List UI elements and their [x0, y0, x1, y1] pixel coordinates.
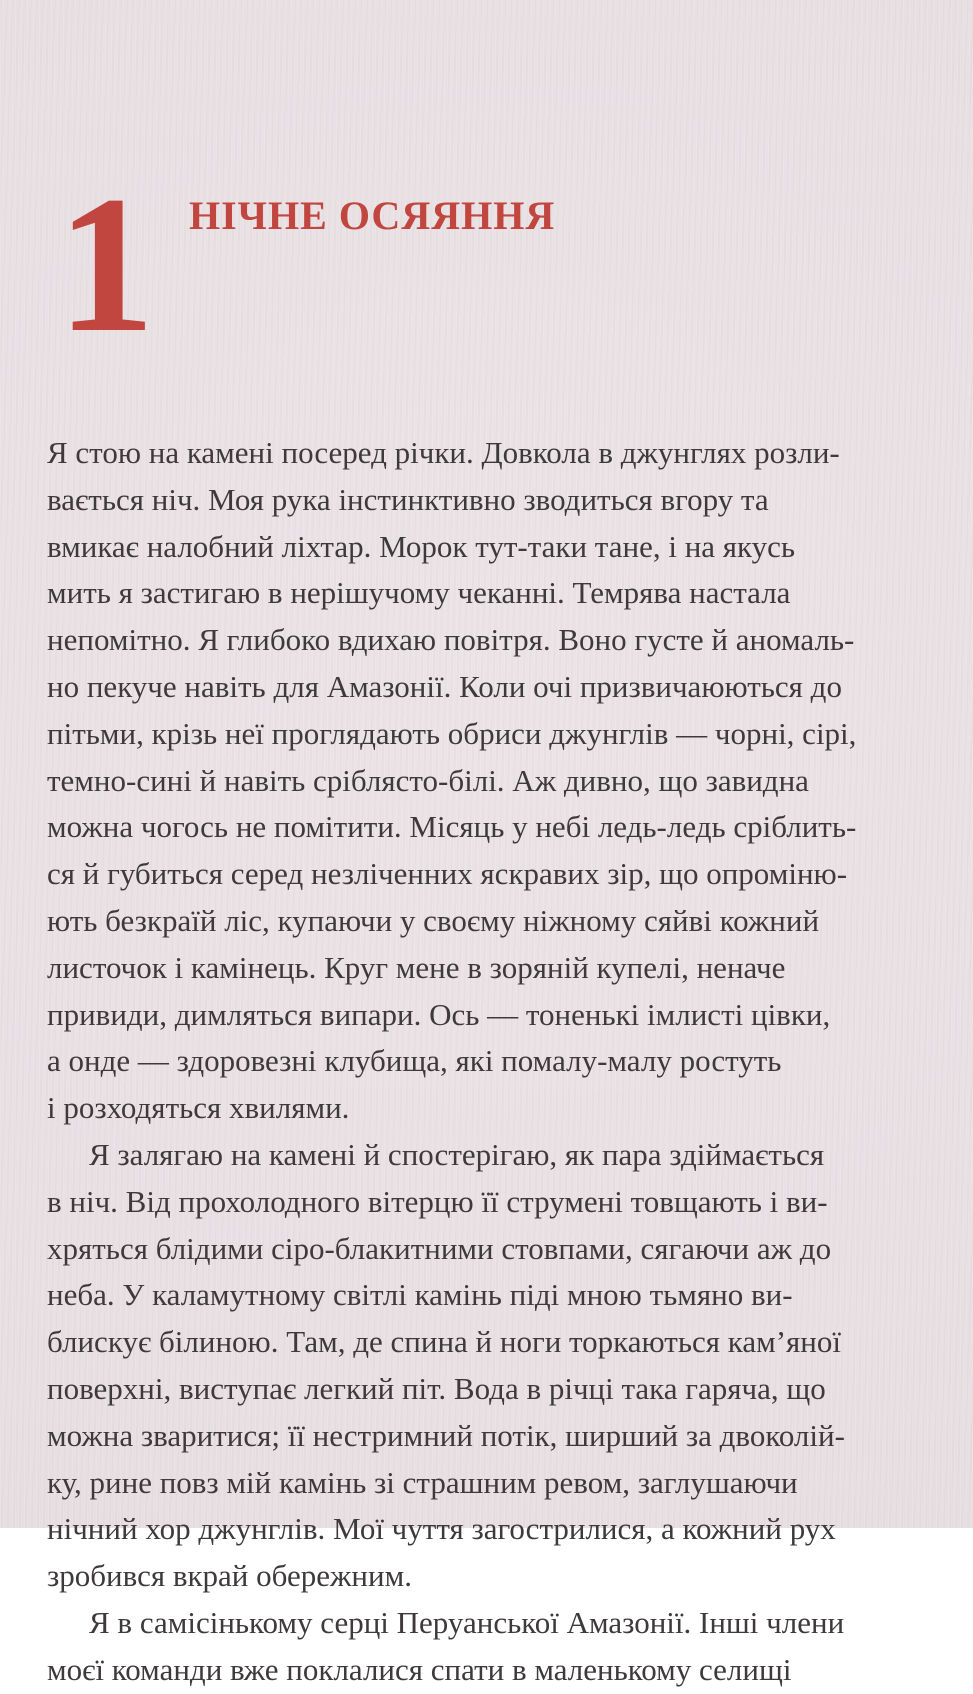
text-line: вмикає налобний ліхтар. Морок тут-таки тане, і на якусь	[47, 528, 796, 564]
chapter-number: 1	[57, 156, 151, 373]
chapter-title: НІЧНЕ ОСЯЯННЯ	[189, 193, 556, 238]
text-line: можна зваритися; її нестримний потік, ширший за двоколій-	[47, 1417, 845, 1453]
text-line: ють безкраїй ліс, купаючи у своєму ніжному сяйві кожний	[47, 902, 820, 938]
text-line: привиди, димляться випари. Ось — тоненькі імлисті цівки,	[47, 996, 831, 1032]
text-line: блискує білиною. Там, де спина й ноги торкаються кам’яної	[47, 1324, 841, 1360]
text-line: мить я застигаю в нерішучому чеканні. Темрява настала	[47, 575, 791, 611]
chapter-header	[57, 156, 556, 373]
text-line: пітьми, крізь неї проглядають обриси джунглів — чорні, сірі,	[47, 715, 857, 751]
text-line: зробився вкрай обережним.	[47, 1558, 412, 1594]
text-line: вається ніч. Моя рука інстинктивно зводиться вгору та	[47, 481, 769, 517]
text-line: непомітно. Я глибоко вдихаю повітря. Воно густе й аномаль-	[47, 622, 855, 658]
body-text	[47, 430, 947, 1694]
text-line: і розходяться хвилями.	[47, 1090, 350, 1126]
text-line: можна чогось не помітити. Місяць у небі ледь-ледь сріблить-	[47, 809, 857, 845]
text-line: темно-сині й навіть сріблясто-білі. Аж дивно, що завидна	[47, 762, 809, 798]
text-line: ку, рине повз мій камінь зі страшним ревом, заглушаючи	[47, 1464, 798, 1500]
text-line: листочок і камінець. Круг мене в зоряній купелі, неначе	[47, 949, 786, 985]
paragraph	[47, 1132, 947, 1600]
text-line: Я в самісінькому серці Перуанської Амазонії. Інші члени	[89, 1604, 845, 1640]
text-line: ся й губиться серед незліченних яскравих зір, що опроміню-	[47, 856, 848, 892]
text-line: поверхні, виступає легкий піт. Вода в річці така гаряча, що	[47, 1370, 826, 1406]
text-line: неба. У каламутному світлі камінь піді мною тьмяно ви-	[47, 1277, 793, 1313]
text-line: нічний хор джунглів. Мої чуття загострилися, а кожний рух	[47, 1511, 836, 1547]
text-line: Я залягаю на камені й спостерігаю, як пара здіймається	[89, 1136, 825, 1172]
text-line: а онде — здоровезні клубища, які помалу-малу ростуть	[47, 1043, 782, 1079]
text-line: Я стою на камені посеред річки. Довкола в джунглях розли-	[47, 435, 840, 470]
paragraph	[47, 1600, 947, 1694]
paragraph	[47, 430, 947, 1132]
text-line: в ніч. Від прохолодного вітерцю її струмені товщають і ви-	[47, 1183, 828, 1219]
text-line: хряться блідими сіро-блакитними стовпами, сягаючи аж до	[47, 1230, 832, 1266]
text-line: моєї команди вже поклалися спати в маленькому селищі	[47, 1651, 792, 1687]
text-line: но пекуче навіть для Амазонії. Коли очі призвичаюються до	[47, 668, 842, 704]
